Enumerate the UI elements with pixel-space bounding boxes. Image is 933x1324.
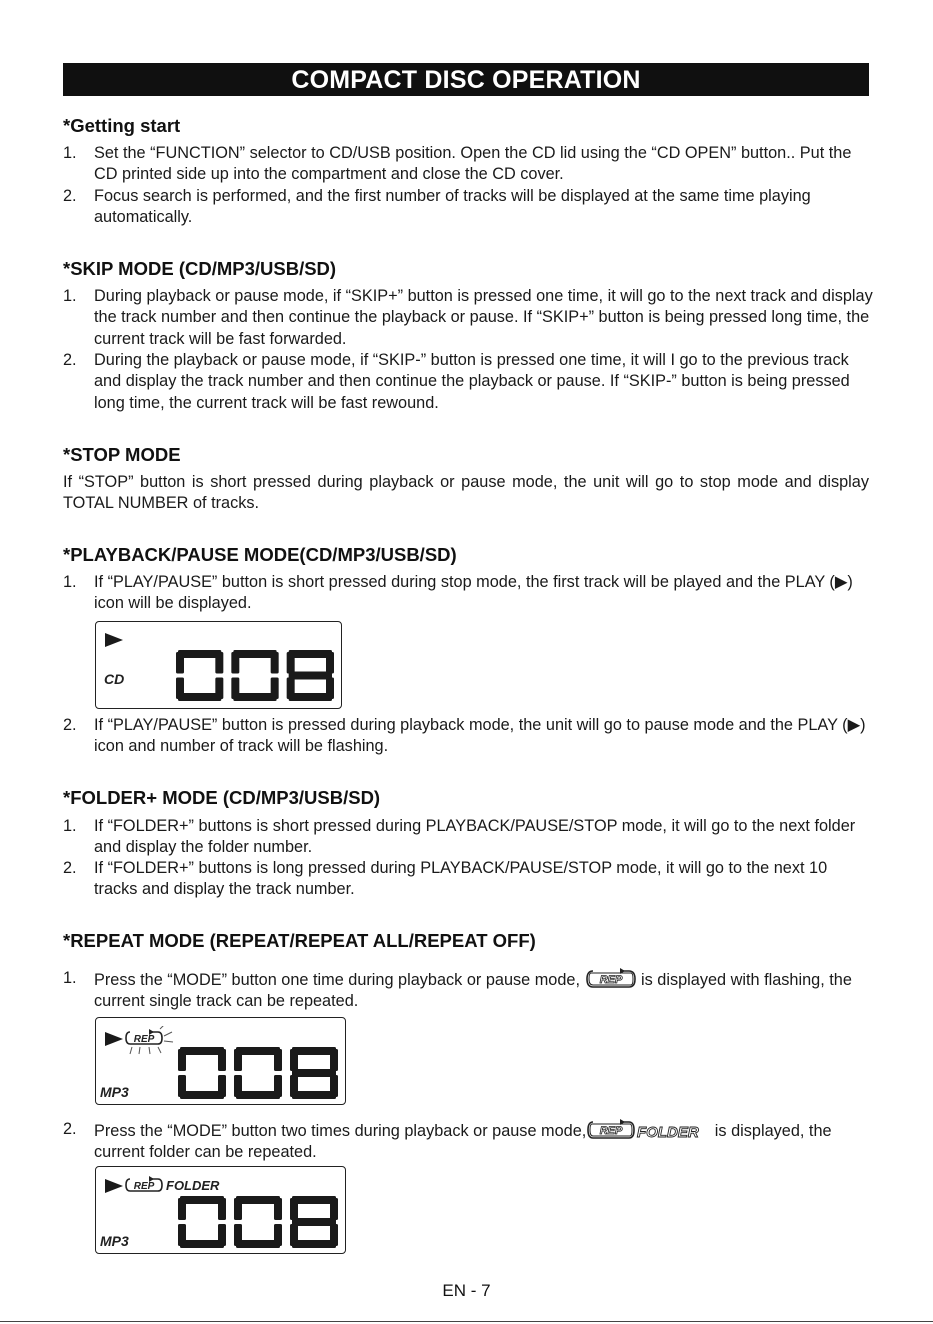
folder-text: FOLDER [166,1178,220,1193]
rep-text: REP [133,1034,155,1045]
item-text: During the playback or pause mode, if “SKIP-” button is pressed one time, it will I go to the previous track and display the track number and then continue the playback or pause. If “SKIP-” button is being pressed long time, the current track will be fast rewound. [94,351,850,412]
lcd-segment [234,1075,242,1097]
item-text-before: Press the “MODE” button two times during playback or pause mode, [94,1122,587,1140]
lcd-segment [274,1198,282,1220]
item-text: During playback or pause mode, if “SKIP+” button is pressed one time, it will go to the next track and display the track number and then continue the playback or pause. If “SKIP+” button is being pressed long time, the current track will be fast forwarded. [94,287,873,348]
rep-icon-text: REP [599,974,622,986]
rep-icon [586,1119,636,1141]
lcd-segment [215,652,223,674]
lcd-digit [287,650,334,701]
lcd-segment [236,1196,280,1204]
section-heading-stop-mode: *STOP MODE [63,444,181,465]
lcd-source-label: CD [104,671,125,687]
lcd-digit [178,1047,226,1099]
item-number: 1. [63,817,77,835]
lcd-segment [326,652,334,674]
lcd-segment [178,1049,186,1071]
item-text: If “FOLDER+” buttons is long pressed during PLAYBACK/PAUSE/STOP mode, it will go to the next 10 tracks and display the track number. [94,859,828,899]
page-title: COMPACT DISC OPERATION [63,63,869,96]
lcd-segment [236,1091,280,1099]
lcd-segment [292,1240,336,1248]
lcd-segment [330,1198,338,1220]
lcd-segment [234,1198,242,1220]
lcd-segment [180,1091,224,1099]
item-number: 2. [63,859,77,877]
item-text: If “PLAY/PAUSE” button is pressed during playback mode, the unit will go to pause mode and the PLAY (▶) icon and number of track will be flashing. [94,716,866,756]
lcd-segment [292,1218,336,1226]
lcd-display-mp3-folder [95,1166,346,1254]
lcd-digit [231,650,278,701]
play-icon [104,632,124,648]
item-number: 2. [63,187,77,205]
lcd-segment [234,1224,242,1246]
lcd-segment [231,652,239,674]
lcd-segment [287,652,295,674]
section-heading-repeat-mode: *REPEAT MODE (REPEAT/REPEAT ALL/REPEAT OFF) [63,930,536,951]
lcd-segment [290,1224,298,1246]
lcd-segment [271,652,279,674]
lcd-segment [180,1047,224,1055]
lcd-display-cd [95,621,342,709]
rep-icon [585,968,637,990]
item-number: 1. [63,144,77,162]
paragraph: If “STOP” button is short pressed during playback or pause mode, the unit will go to stop mode and display TOTAL NUMBER of tracks. [63,473,869,513]
lcd-segment [292,1196,336,1204]
lcd-source-label: MP3 [100,1084,129,1100]
lcd-segment [236,1047,280,1055]
lcd-segment [287,678,295,700]
section-heading-getting-start: *Getting start [63,115,181,136]
item-text-after: is displayed with flashing, the current single track can be repeated. [94,971,852,1011]
lcd-segment [178,1075,186,1097]
lcd-segment [289,693,332,701]
lcd-digit [234,1047,282,1099]
folder-icon [636,1121,710,1141]
lcd-source-label: MP3 [100,1233,129,1249]
lcd-segment [290,1075,298,1097]
item-number: 1. [63,573,77,591]
item-text-after: is displayed, the current folder can be repeated. [94,1122,832,1162]
lcd-digit [290,1047,338,1099]
lcd-segment [176,678,184,700]
lcd-segment [218,1198,226,1220]
item-number: 1. [63,287,77,305]
lcd-segment [176,652,184,674]
item-text [94,968,874,1013]
lcd-segment [274,1049,282,1071]
item-number: 2. [63,1120,77,1138]
lcd-segment [180,1240,224,1248]
page-number: EN - 7 [442,1281,491,1300]
lcd-segment [292,1047,336,1055]
lcd-digits [176,648,336,703]
lcd-segment [180,1196,224,1204]
section-heading-folder-mode: *FOLDER+ MODE (CD/MP3/USB/SD) [63,787,381,808]
item-text: Set the “FUNCTION” selector to CD/USB position. Open the CD lid using the “CD OPEN” button.. Put the CD printed side up into the compartment and close the CD cover. [94,144,852,184]
lcd-segment [178,1198,186,1220]
lcd-segment [236,1240,280,1248]
lcd-segment [178,650,221,658]
lcd-segment [178,1224,186,1246]
lcd-segment [292,1069,336,1077]
rep-icon-text: REP [599,1125,623,1137]
lcd-segment [292,1091,336,1099]
lcd-segment [218,1049,226,1071]
lcd-segment [233,693,276,701]
lcd-digits [178,1194,340,1250]
lcd-digits [178,1045,340,1101]
lcd-segment [289,672,332,680]
item-text [94,1119,874,1164]
lcd-digit [290,1196,338,1248]
item-number: 2. [63,716,77,734]
rep-text: REP [133,1181,155,1192]
lcd-segment [290,1198,298,1220]
lcd-segment [233,650,276,658]
bottom-divider [0,1321,933,1322]
lcd-digit [178,1196,226,1248]
folder-icon-text: FOLDER [637,1124,699,1141]
item-text: Focus search is performed, and the first number of tracks will be displayed at the same time playing automatically. [94,187,811,227]
item-text: If “PLAY/PAUSE” button is short pressed during stop mode, the first track will be played and the PLAY (▶) icon will be displayed. [94,573,853,613]
section-heading-skip-mode: *SKIP MODE (CD/MP3/USB/SD) [63,258,337,279]
lcd-segment [290,1049,298,1071]
lcd-digit [176,650,223,701]
lcd-segment [234,1049,242,1071]
item-number: 1. [63,969,77,987]
item-text-before: Press the “MODE” button one time during playback or pause mode, [94,971,585,989]
lcd-segment [330,1049,338,1071]
lcd-segment [178,693,221,701]
lcd-segment [289,650,332,658]
item-number: 2. [63,351,77,369]
lcd-segment [231,678,239,700]
lcd-display-mp3-rep [95,1017,346,1105]
section-heading-playback-pause: *PLAYBACK/PAUSE MODE(CD/MP3/USB/SD) [63,544,457,565]
item-text: If “FOLDER+” buttons is short pressed during PLAYBACK/PAUSE/STOP mode, it will go to the next folder and display the folder number. [94,817,856,857]
lcd-digit [234,1196,282,1248]
